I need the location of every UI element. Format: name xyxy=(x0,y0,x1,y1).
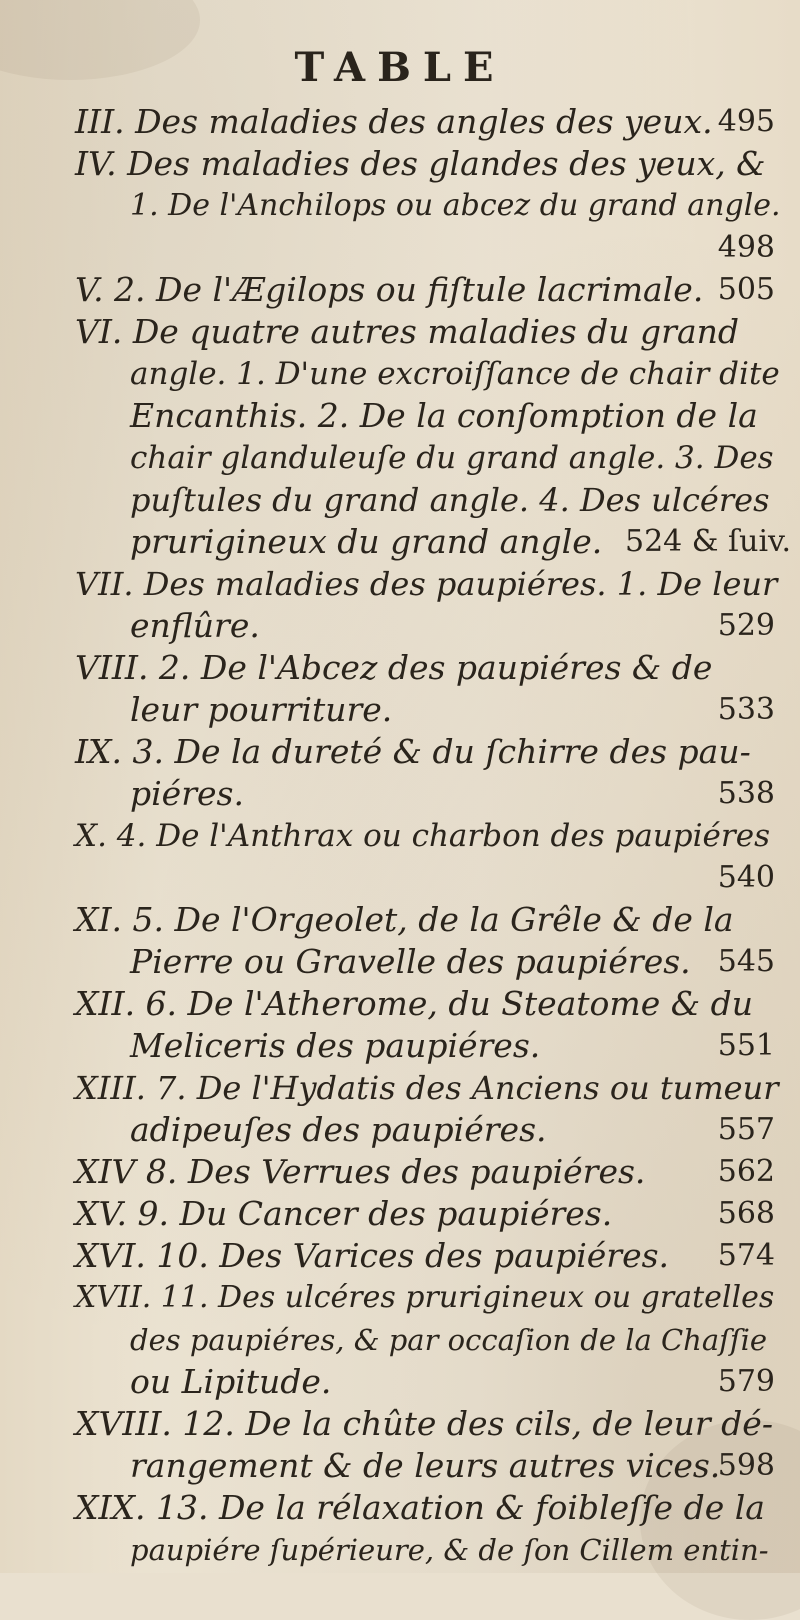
page-number: 529 xyxy=(717,608,775,643)
page-number: 498 xyxy=(717,230,775,265)
page-number: 540 xyxy=(717,860,775,895)
entry-line: XVIII. 12. De la chûte des cils, de leur dé- xyxy=(75,1404,773,1443)
page-number: 598 xyxy=(717,1448,775,1483)
entry-line: adipeuſes des paupiéres. xyxy=(130,1110,547,1149)
entry-line: leur pourriture. xyxy=(130,690,393,729)
entry-line: 1. De l'Anchilops ou abcez du grand angle. xyxy=(130,188,781,223)
entry-line: angle. 1. D'une excroiſſance de chair dite xyxy=(130,356,780,392)
entry-line: X. 4. De l'Anthrax ou charbon des paupiéres xyxy=(75,818,770,854)
entry-line: VI. De quatre autres maladies du grand xyxy=(75,312,739,351)
page-number: 505 xyxy=(717,272,775,307)
entry-line: IX. 3. De la dureté & du ſchirre des pau- xyxy=(75,732,751,771)
entry-line: XII. 6. De l'Atherome, du Steatome & du xyxy=(75,984,753,1023)
page-number: 533 xyxy=(717,692,775,727)
entry-line: III. Des maladies des angles des yeux. xyxy=(75,102,713,141)
entry-line: Encanthis. 2. De la conſomption de la xyxy=(130,396,758,435)
page-number: 562 xyxy=(717,1154,775,1189)
entry-line: rangement & de leurs autres vices. xyxy=(130,1446,721,1485)
entry-line: VII. Des maladies des paupiéres. 1. De leur xyxy=(75,565,778,603)
page-number: 545 xyxy=(717,944,775,979)
entry-line: XIX. 13. De la rélaxation & foibleſſe de la xyxy=(75,1488,765,1527)
entry-line: chair glanduleuſe du grand angle. 3. Des xyxy=(130,440,774,476)
page-number: 579 xyxy=(717,1364,775,1399)
entry-line: XV. 9. Du Cancer des paupiéres. xyxy=(75,1194,613,1233)
entry-line: paupiére ſupérieure, & de ſon Cillem entin- xyxy=(130,1533,769,1567)
entry-line: XIV 8. Des Verrues des paupiéres. xyxy=(75,1152,646,1191)
entry-line: XVII. 11. Des ulcéres prurigineux ou gratelles xyxy=(75,1280,775,1315)
page-number: 568 xyxy=(717,1196,775,1231)
entry-line: IV. Des maladies des glandes des yeux, & xyxy=(75,144,766,183)
entry-line: XIII. 7. De l'Hydatis des Anciens ou tumeur xyxy=(75,1069,779,1107)
entry-line: puſtules du grand angle. 4. Des ulcéres xyxy=(130,481,770,519)
entry-line: prurigineux du grand angle. xyxy=(130,522,603,561)
entry-line: Pierre ou Gravelle des paupiéres. xyxy=(130,942,691,981)
entry-line: XVI. 10. Des Varices des paupiéres. xyxy=(75,1236,670,1275)
page-number: 538 xyxy=(717,776,775,811)
page-number: 574 xyxy=(717,1238,775,1273)
entry-line: ou Lipitude. xyxy=(130,1362,332,1401)
page-number: 495 xyxy=(717,104,775,139)
page-number: 524 & ſuiv. xyxy=(625,524,791,559)
entry-line: V. 2. De l'Ægilops ou fiſtule lacrimale. xyxy=(75,270,704,309)
entry-line: enflûre. xyxy=(130,606,260,645)
page-header: TABLE xyxy=(294,44,506,91)
entry-line: des paupiéres, & par occaſion de la Chaſſie xyxy=(130,1323,768,1357)
entry-line: XI. 5. De l'Orgeolet, de la Grêle & de la xyxy=(75,900,734,939)
entry-line: piéres. xyxy=(130,774,244,813)
page-number: 557 xyxy=(717,1112,775,1147)
entry-line: Meliceris des paupiéres. xyxy=(130,1026,541,1065)
entry-line: VIII. 2. De l'Abcez des paupiéres & de xyxy=(75,648,713,687)
page-number: 551 xyxy=(717,1028,775,1063)
